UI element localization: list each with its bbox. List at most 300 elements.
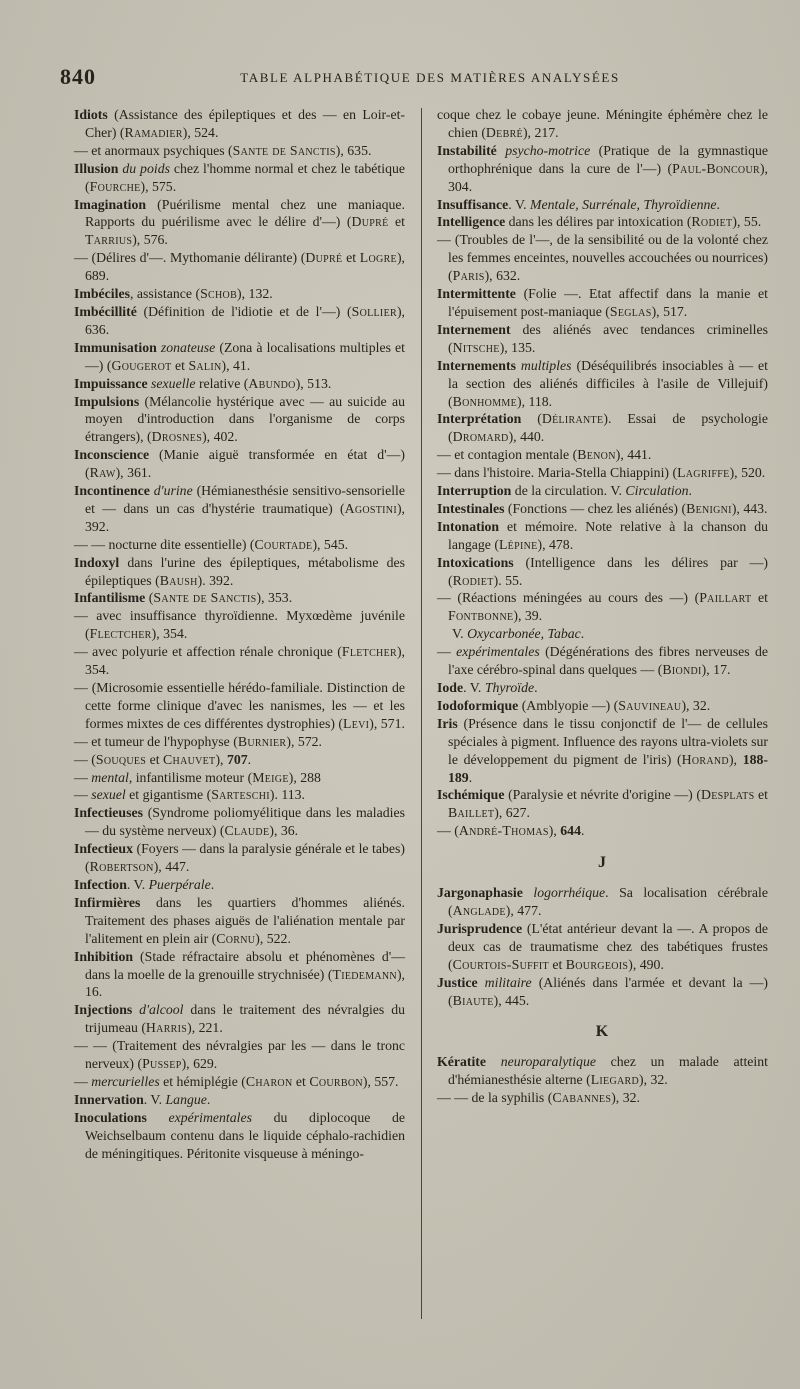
index-entry [74,482,405,536]
entry-text-run: Insuffisance [437,196,509,212]
entry-text-run: (Intelligence dans les délires par —) ( [448,554,768,588]
entry-text-run: chez l'homme normal et chez le tabétique ( [85,160,406,194]
entry-text-run: Flectcher [89,626,152,642]
entry-text-run: — [74,769,92,785]
entry-text-run: du diplocoque de Weichselbaum contenu dans le liquide céphalo-rachidien de méningitiques. Péritonite visqueuse à méningo- [85,1109,405,1161]
entry-text-run: coque chez le cobaye jeune. Méningite éphémère chez le chien ( [437,107,768,140]
entry-text-run: et hémiplégie ( [159,1073,246,1089]
entry-text-run: (L'état antérieur devant la —. A propos de deux cas de traumatisme chez des tabétiques frustes ( [448,920,768,972]
entry-text-run: ), 217. [522,124,559,140]
index-entry [437,446,768,464]
entry-text-run: ), 392. [85,500,405,534]
entry-text-run: multiples [515,357,572,373]
entry-text-run: logorrhéique [522,885,606,901]
entry-text-run: d'urine [149,483,193,499]
entry-text-run: ), 636. [85,303,405,337]
entry-text-run: ), 36. [269,823,299,839]
entry-text-run: Ramadier [124,124,183,140]
index-entry [74,1091,405,1109]
index-entry [437,518,768,554]
entry-text-run: Courtois-Suffit [452,956,549,972]
entry-text-run: Debré [485,124,523,140]
entry-text-run: Logre [359,250,397,266]
entry-text-run: Levi [342,715,370,731]
index-entry [74,643,405,679]
entry-text-run: ), 441. [615,447,652,463]
index-entry [74,733,405,751]
entry-text-run: Intelligence [437,214,506,230]
entry-text-run: . [688,483,692,499]
entry-text-run: des aliénés avec tendances criminelles ( [448,321,768,355]
entry-text-run: Benigni [686,500,732,516]
entry-text-run: Incontinence [74,483,150,499]
entry-text-run: — (Troubles de l'—, de la sensibilité ou de la volonté chez les femmes enceintes, nouvelles accouchées ou nourrices) ( [437,232,768,284]
entry-text-run: ), 443. [731,500,768,516]
entry-text-run: et [171,357,189,373]
entry-text-run: Sarteschi [211,787,270,803]
entry-text-run: Lagriffe [677,465,730,481]
entry-text-run: Burnier [237,733,287,749]
entry-text-run: Injections [74,1002,133,1018]
entry-text-run: . [580,823,585,839]
entry-text-run: Bourgeois [565,956,629,972]
entry-text-run: Intestinales [437,500,505,516]
entry-text-run: et [342,250,360,266]
section-heading: K [595,1023,610,1041]
entry-text-run: ), 353. [256,590,293,606]
entry-text-run: ), 524. [182,124,219,140]
entry-text-run: expérimentales [456,644,540,660]
column-divider [421,108,422,1319]
entry-text-run: Fontbonne [448,608,514,624]
entry-text-run: ), 571. [369,715,405,731]
entry-text-run: ), 478. [537,536,574,552]
entry-text-run: Jargonaphasie [437,885,523,901]
index-entry [74,160,405,196]
entry-text-run: Horand [681,751,729,767]
entry-text-run: ), 632. [484,268,521,284]
index-entry [74,285,405,303]
entry-text-run: (Folie —. Etat affectif dans la manie et l'épuisement post-maniaque ( [448,286,768,319]
entry-text-run: ), 354. [151,626,188,642]
entry-text-run: Infectieux [74,841,134,857]
entry-text-run: ), 41. [221,357,251,373]
entry-text-run: — ( [437,823,459,839]
entry-text-run: Mentale, Surrénale, Thyroïdienne [530,196,717,212]
entry-text-run: Abundo [248,375,296,391]
entry-text-run: Desplats [700,787,755,803]
index-entry [74,607,405,643]
entry-text-run: et gigantisme ( [125,787,212,803]
index-entry [437,500,768,518]
entry-text-run: ), 361. [115,465,152,481]
index-entry [437,321,768,357]
entry-text-run: Imagination [74,196,147,212]
entry-text-run: — (Réactions méningées au cours des —) ( [437,590,700,606]
entry-text-run: . V. [463,680,485,695]
entry-text-run: ), 520. [729,465,766,481]
entry-text-run: Dupré [305,250,343,266]
entry-text-run: et [548,956,566,972]
entry-text-run: ). 113. [269,787,305,803]
entry-text-run: Innervation [74,1091,144,1107]
entry-text-run: Thyroïde [484,680,535,695]
entry-text-run: ), 354. [85,644,405,678]
entry-text-run: ). 55. [493,572,523,588]
index-entry [74,840,405,876]
index-entry [74,339,405,375]
index-entry [437,482,768,500]
entry-text-run: et mémoire. Note relative à la chanson du langage ( [448,518,768,552]
entry-text-run: . [580,626,585,642]
entry-text-run: Salin [188,357,222,373]
entry-text-run: mercurielles [91,1073,160,1089]
entry-text-run: . [247,751,252,767]
entry-text-run: (Dégénérations des fibres nerveuses de l'axe cérébro-spinal dans quelques — ( [448,644,769,678]
index-entry [437,213,768,231]
entry-text-run: Iode [437,680,464,695]
entry-text-run: Rodiet [691,214,733,230]
entry-text-run: Cabannes [552,1090,612,1106]
entry-text-run: . V. [508,196,531,212]
entry-text-run: Internements [437,357,516,373]
index-entry [74,804,405,840]
entry-text-run: mental [91,769,129,785]
entry-text-run: — — de la syphilis ( [437,1090,553,1106]
entry-text-run: Drosnes [151,429,203,445]
entry-text-run: Intermittente [437,286,516,302]
entry-text-run: — et tumeur de l'hypophyse ( [74,733,238,749]
entry-text-run: (Déséquilibrés insociables à — et la section des aliénés difficiles à l'asile de Villejuif) ( [448,357,768,409]
entry-text-run: ), 575. [140,178,177,194]
entry-text-run: — ( [74,751,96,767]
entry-text-run: Charon [245,1073,293,1089]
entry-text-run: — avec insuffisance thyroïdienne. Myxœdème juvénile ( [74,608,405,642]
entry-text-run: ), 576. [132,232,168,248]
entry-text-run: ), 440. [508,429,545,445]
entry-text-run: Courtade [254,536,313,552]
entry-text-run: ), 627. [494,805,530,821]
index-entry [74,446,405,482]
entry-text-run: ). Essai de psychologie ( [448,411,768,445]
index-entry [74,948,405,1002]
entry-text-run: — — nocturne dite essentielle) ( [74,536,255,552]
entry-text-run: (Amblyopie —) ( [518,697,619,713]
entry-text-run: et [292,1073,310,1089]
index-entry [437,357,768,411]
index-entry [437,715,768,787]
entry-text-run: Liegard [590,1072,640,1088]
index-entry [437,920,768,974]
entry-text-run: Biondi [662,662,702,678]
index-entry [437,1053,768,1089]
entry-text-run: Schob [200,286,238,302]
index-entry [437,679,768,697]
entry-text-run: ), 118. [517,393,553,409]
index-entry [437,285,768,321]
entry-text-run: sexuelle [147,375,196,391]
entry-text-run: Seglas [609,303,652,319]
entry-text-run: ), 132. [237,286,273,302]
entry-text-run: ), 445. [493,992,530,1008]
entry-text-run: Sollier [351,303,397,319]
entry-text-run: — (Délires d'—. Mythomanie délirante) ( [74,250,306,266]
entry-text-run: dans le traitement des névralgies du trijumeau ( [85,1002,405,1036]
entry-text-run: ), 513. [295,375,332,391]
entry-text-run: Harris [145,1020,188,1036]
index-entry [74,393,405,447]
index-entry [437,410,768,446]
entry-text-run: Bonhomme [452,393,517,409]
entry-text-run: Nitsche [452,339,500,355]
entry-text-run: (Puérilisme mental chez une maniaque. Rapports du puérilisme avec le délire d'—) ( [85,196,405,230]
entry-text-run: (Stade réfractaire absolu et phénomènes d'— dans la moelle de la grenouille strychnisée) ( [85,948,405,982]
entry-text-run: (Présence dans le tissu conjonctif de l'— de cellules spéciales à pigment. Influence des rayons ultra-violets sur le développement du pigment de l'iris) ( [448,715,768,767]
entry-text-run: (Pratique de la gymnastique orthophrénique dans la cure de l'—) ( [448,142,768,176]
entry-text-run: Agostini [344,500,397,516]
entry-text-run: ), 522. [255,930,291,946]
entry-text-run: Cornu [216,930,256,946]
entry-text-run: ), 135. [499,339,536,355]
entry-text-run: 188-189 [448,751,768,785]
index-entry [437,464,768,482]
entry-text-run: Justice [437,974,478,990]
index-entry [74,769,405,787]
index-entry [437,643,768,679]
entry-text-run: , infantilisme moteur ( [128,769,253,785]
entry-text-run: — et contagion mentale ( [437,447,578,463]
entry-text-run: Benon [577,447,616,463]
index-entry [74,106,405,142]
entry-text-run: Robertson [89,859,154,875]
entry-text-run: — (Microsomie essentielle hérédo-familiale. Distinction de cette forme clinique d'avec les nanismes, les — et les formes mixtes de ces différentes dystrophies) ( [74,680,405,731]
entry-text-run: Iris [437,715,458,731]
entry-text-run: ), 490. [628,956,664,972]
entry-text-run: ), 402. [202,429,238,445]
index-entry [437,625,768,643]
entry-text-run: Jurisprudence [437,920,523,936]
index-columns [74,106,768,1347]
entry-text-run: zonateuse [156,339,216,355]
entry-text-run: Dromard [452,429,509,445]
entry-text-run: sexuel [91,787,126,803]
entry-text-run: (Fonctions — chez les aliénés) ( [504,500,687,516]
index-entry [437,697,768,715]
entry-text-run: Internement [437,321,511,337]
entry-text-run: Baush [159,572,198,588]
index-entry [437,589,768,625]
entry-text-run: — [74,1073,92,1089]
entry-text-run: Dupré [351,214,389,230]
entry-text-run: Sante de Sanctis [232,142,336,158]
entry-text-run: ), 32. [639,1072,668,1088]
index-entry [437,196,768,214]
entry-text-run: dans les quartiers d'hommes aliénés. Traitement des phases aiguës de l'aliénation mentale par l'alitement en plein air ( [85,894,405,946]
entry-text-run: et [146,751,164,767]
entry-text-run: relative ( [195,375,249,391]
entry-text-run: , assistance ( [129,286,201,302]
entry-text-run: Ischémique [437,787,505,803]
index-entry [437,974,768,1010]
entry-text-run: ), [728,751,743,767]
entry-text-run: Fletcher [341,644,397,660]
index-entry [74,1037,405,1073]
entry-text-run: Immunisation [74,339,157,355]
entry-text-run: ), 629. [181,1056,218,1072]
entry-text-run: Intoxications [437,554,514,570]
entry-text-run: Pussep [142,1056,182,1072]
entry-text-run: . [534,680,538,695]
entry-text-run: Instabilité [437,142,497,158]
entry-text-run: Tiedemann [332,966,397,982]
index-entry [437,554,768,590]
entry-text-run: Sante de Sanctis [153,590,257,606]
entry-text-run: Raw [89,465,116,481]
entry-text-run: psycho-motrice [496,142,591,158]
index-entry [74,142,405,160]
entry-text-run: Inoculations [74,1109,147,1125]
index-entry [74,589,405,607]
entry-text-run: V. [452,626,468,642]
entry-text-run: expérimentales [146,1109,252,1125]
entry-text-run: Langue [165,1091,207,1107]
entry-text-run: ), 221. [187,1020,223,1036]
entry-text-run: Biaute [452,992,494,1008]
entry-text-run: ( [145,590,154,606]
entry-text-run: — et anormaux psychiques ( [74,142,233,158]
entry-text-run: Chauvet [163,751,216,767]
entry-text-run: (Zona à localisations multiples et —) ( [85,339,405,373]
index-entry [74,554,405,590]
entry-text-run: Kératite [437,1054,487,1070]
entry-text-run: ), 635. [335,142,372,158]
index-entry [437,822,768,840]
entry-text-run: (Foyers — dans la paralysie générale et le tabes) ( [85,841,405,875]
entry-text-run: Imbéciles [74,286,130,302]
entry-text-run: 644 [560,823,581,839]
entry-text-run: ), 447. [153,859,190,875]
entry-text-run: Paul-Boncour [672,160,760,176]
column-left [74,106,405,1347]
entry-text-run: (Manie aiguë transformée en état d'—) ( [85,447,405,481]
entry-text-run: Indoxyl [74,554,120,570]
entry-text-run: Inhibition [74,948,134,964]
entry-text-run: du poids [118,160,170,176]
entry-text-run: militaire [477,974,532,990]
entry-text-run: (Hémianesthésie sensitivo-sensorielle et — dans un cas d'hystérie traumatique) ( [85,483,406,516]
entry-text-run: — — (Traitement des névralgies par les — dans le tronc nerveux) ( [74,1038,405,1072]
section-heading: J [598,854,607,872]
index-entry [437,1089,768,1107]
entry-text-run: Puerpérale [148,876,211,892]
entry-text-run: Idiots [74,107,108,122]
index-entry [74,375,405,393]
index-entry [437,142,768,196]
index-entry [74,536,405,554]
entry-text-run: et [754,787,769,803]
entry-text-run: 707 [226,751,248,767]
entry-text-run: ), 557. [362,1073,399,1089]
entry-text-run: Sauvineau [618,697,682,713]
entry-text-run: . V. [143,1091,166,1107]
entry-text-run: Souques [95,751,147,767]
entry-text-run: et [388,214,405,230]
index-entry [74,1001,405,1037]
entry-text-run: Claude [224,823,270,839]
column-right [437,106,768,1347]
index-entry [74,1073,405,1091]
entry-text-run: (Définition de l'idiotie et de l'—) ( [136,303,352,319]
page-title: TABLE ALPHABÉTIQUE DES MATIÈRES ANALYSÉES [240,70,620,85]
entry-text-run: — [74,787,92,803]
entry-text-run: Circulation [625,483,689,499]
entry-text-run: ), 32. [681,697,711,713]
entry-text-run: . V. [126,876,149,892]
entry-text-run: . Sa localisation cérébrale ( [448,885,768,918]
index-entry [74,876,405,894]
entry-text-run: Courbon [309,1073,363,1089]
page-number: 840 [60,64,96,89]
index-entry [437,231,768,285]
entry-text-run: ), 32. [611,1090,640,1106]
entry-text-run: Meige [252,769,289,785]
index-entry [437,786,768,822]
entry-text-run: . [210,876,215,892]
entry-text-run: — [437,644,457,660]
entry-text-run: Paillart [699,590,752,606]
entry-text-run: ), 17. [701,662,731,678]
entry-text-run: ), 545. [312,536,349,552]
entry-text-run: . [468,769,473,785]
entry-text-run: — dans l'histoire. Maria-Stella Chiappini) ( [437,465,678,481]
entry-text-run: (Paralysie et névrite d'origine —) ( [504,787,701,803]
entry-text-run: Interruption [437,483,512,499]
entry-text-run: chez un malade atteint d'hémianesthésie alterne ( [448,1054,768,1088]
entry-text-run: et [751,590,768,606]
page-header [0,64,800,98]
entry-text-run: dans l'urine des épileptiques, métabolisme des épileptiques ( [85,554,405,588]
entry-text-run: Illusion [74,160,119,176]
index-entry [74,249,405,285]
index-entry [74,303,405,339]
entry-text-run: . [206,1091,211,1107]
index-entry [74,751,405,769]
entry-text-run: neuroparalytique [486,1054,596,1070]
index-entry [437,106,768,142]
index-entry [74,894,405,948]
entry-text-run: ), 39. [513,608,543,624]
entry-text-run: Infantilisme [74,590,146,606]
entry-text-run: ), 477. [505,902,542,918]
entry-text-run: ), [215,751,227,767]
entry-text-run: Inconscience [74,447,150,463]
entry-text-run: Intonation [437,518,500,534]
entry-text-run: Rodiet [452,572,494,588]
index-entry [437,884,768,920]
entry-text-run: ), 572. [286,733,322,749]
index-entry [74,679,405,733]
entry-text-run: Gougerot [111,357,172,373]
entry-text-run: Oxycarbonée, Tabac [467,626,581,642]
entry-text-run: ), 517. [651,303,688,319]
entry-text-run: ), 689. [85,250,405,284]
entry-text-run: André-Thomas [458,823,549,839]
entry-text-run: Baillet [448,805,495,821]
entry-text-run: ), 304. [448,160,768,194]
index-entry [74,1109,405,1163]
entry-text-run: Impulsions [74,393,140,409]
entry-text-run: Infectieuses [74,805,143,821]
